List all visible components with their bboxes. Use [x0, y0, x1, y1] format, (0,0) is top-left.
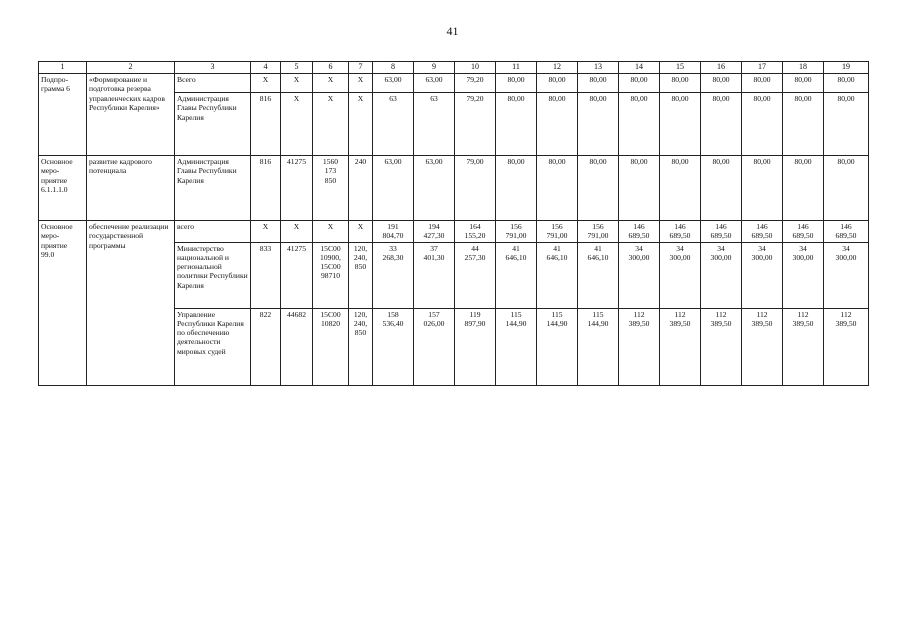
column-header: 7	[349, 62, 373, 74]
value-cell: 80,00	[496, 74, 537, 93]
value-cell: 79,00	[455, 156, 496, 221]
value-cell: 41 646,10	[578, 242, 619, 308]
program-code-cell: Подпро- грамма 6	[39, 74, 87, 156]
value-cell: 34 300,00	[783, 242, 824, 308]
value-cell: 79,20	[455, 93, 496, 156]
value-cell: 80,00	[619, 74, 660, 93]
value-cell: 115 144,90	[578, 308, 619, 385]
executor-cell: Всего	[175, 74, 251, 93]
value-cell: 79,20	[455, 74, 496, 93]
value-cell: 34 300,00	[660, 242, 701, 308]
column-header: 6	[313, 62, 349, 74]
executor-cell: Администрация Главы Республики Карелия	[175, 156, 251, 221]
code-cell: 833	[251, 242, 281, 308]
code-cell: Х	[281, 93, 313, 156]
value-cell: 146 689,50	[619, 221, 660, 243]
code-cell: Х	[313, 221, 349, 243]
code-cell: 15С00 10900, 15С00 98710	[313, 242, 349, 308]
executor-cell: Министерство национальной и региональной политики Республики Карелия	[175, 242, 251, 308]
code-cell: Х	[281, 221, 313, 243]
value-cell: 34 300,00	[701, 242, 742, 308]
program-code-cell: Основное меро- приятие 99.0	[39, 221, 87, 386]
value-cell: 146 689,50	[742, 221, 783, 243]
value-cell: 63,00	[414, 156, 455, 221]
value-cell: 156 791,00	[578, 221, 619, 243]
executor-cell: всего	[175, 221, 251, 243]
value-cell: 34 300,00	[619, 242, 660, 308]
column-header: 1	[39, 62, 87, 74]
column-header: 3	[175, 62, 251, 74]
value-cell: 146 689,50	[701, 221, 742, 243]
value-cell: 115 144,90	[537, 308, 578, 385]
column-header: 15	[660, 62, 701, 74]
column-header: 19	[824, 62, 869, 74]
value-cell: 156 791,00	[537, 221, 578, 243]
value-cell: 80,00	[660, 93, 701, 156]
code-cell: 44682	[281, 308, 313, 385]
program-name-cell: обеспечение реализации государственной программы	[87, 221, 175, 386]
value-cell: 158 536,40	[373, 308, 414, 385]
code-cell: 15С00 10820	[313, 308, 349, 385]
code-cell: Х	[251, 74, 281, 93]
value-cell: 80,00	[496, 93, 537, 156]
code-cell: 816	[251, 93, 281, 156]
value-cell: 80,00	[537, 156, 578, 221]
executor-cell: Администрация Главы Республики Карелия	[175, 93, 251, 156]
code-cell: 41275	[281, 156, 313, 221]
table-row	[39, 156, 869, 221]
value-cell: 63,00	[373, 156, 414, 221]
value-cell: 191 804,70	[373, 221, 414, 243]
table-row	[39, 221, 869, 243]
value-cell: 146 689,50	[824, 221, 869, 243]
value-cell: 80,00	[783, 156, 824, 221]
value-cell: 80,00	[783, 93, 824, 156]
value-cell: 41 646,10	[537, 242, 578, 308]
value-cell: 34 300,00	[742, 242, 783, 308]
code-cell: 1560 173 850	[313, 156, 349, 221]
column-header: 17	[742, 62, 783, 74]
code-cell: Х	[313, 93, 349, 156]
column-header: 4	[251, 62, 281, 74]
value-cell: 63,00	[373, 74, 414, 93]
column-header: 13	[578, 62, 619, 74]
value-cell: 80,00	[701, 74, 742, 93]
table-row	[39, 74, 869, 93]
column-header: 9	[414, 62, 455, 74]
value-cell: 80,00	[578, 93, 619, 156]
column-header: 11	[496, 62, 537, 74]
code-cell: Х	[349, 74, 373, 93]
code-cell: Х	[349, 221, 373, 243]
value-cell: 112 389,50	[619, 308, 660, 385]
budget-table	[38, 61, 869, 386]
value-cell: 119 897,90	[455, 308, 496, 385]
value-cell: 80,00	[496, 156, 537, 221]
code-cell: 822	[251, 308, 281, 385]
column-header: 8	[373, 62, 414, 74]
value-cell: 164 155,20	[455, 221, 496, 243]
value-cell: 80,00	[660, 156, 701, 221]
column-header: 14	[619, 62, 660, 74]
column-header: 12	[537, 62, 578, 74]
value-cell: 112 389,50	[701, 308, 742, 385]
value-cell: 80,00	[824, 74, 869, 93]
value-cell: 80,00	[824, 156, 869, 221]
value-cell: 80,00	[537, 74, 578, 93]
column-header: 5	[281, 62, 313, 74]
value-cell: 112 389,50	[660, 308, 701, 385]
program-code-cell: Основное меро- приятие 6.1.1.1.0	[39, 156, 87, 221]
value-cell: 80,00	[701, 93, 742, 156]
column-header: 10	[455, 62, 496, 74]
code-cell: Х	[251, 221, 281, 243]
value-cell: 80,00	[824, 93, 869, 156]
value-cell: 146 689,50	[783, 221, 824, 243]
value-cell: 33 268,30	[373, 242, 414, 308]
code-cell: Х	[281, 74, 313, 93]
value-cell: 80,00	[578, 74, 619, 93]
value-cell: 157 026,00	[414, 308, 455, 385]
column-header: 18	[783, 62, 824, 74]
value-cell: 194 427,30	[414, 221, 455, 243]
value-cell: 80,00	[701, 156, 742, 221]
value-cell: 80,00	[619, 93, 660, 156]
table-body	[39, 62, 869, 386]
code-cell: Х	[313, 74, 349, 93]
value-cell: 41 646,10	[496, 242, 537, 308]
page-number: 41	[446, 24, 459, 38]
value-cell: 80,00	[742, 156, 783, 221]
code-cell: Х	[349, 93, 373, 156]
value-cell: 80,00	[742, 93, 783, 156]
value-cell: 80,00	[619, 156, 660, 221]
value-cell: 63,00	[414, 74, 455, 93]
value-cell: 37 401,30	[414, 242, 455, 308]
program-name-cell: развитие кадрового потенциала	[87, 156, 175, 221]
value-cell: 80,00	[742, 74, 783, 93]
value-cell: 112 389,50	[783, 308, 824, 385]
value-cell: 80,00	[660, 74, 701, 93]
executor-cell: Управление Республики Карелия по обеспечению деятельности мировых судей	[175, 308, 251, 385]
value-cell: 115 144,90	[496, 308, 537, 385]
code-cell: 120, 240, 850	[349, 242, 373, 308]
program-name-cell: «Формирование и подготовка резерва управленческих кадров Республики Карелия»	[87, 74, 175, 156]
value-cell: 80,00	[537, 93, 578, 156]
code-cell: 240	[349, 156, 373, 221]
column-header: 2	[87, 62, 175, 74]
value-cell: 63	[414, 93, 455, 156]
value-cell: 63	[373, 93, 414, 156]
value-cell: 156 791,00	[496, 221, 537, 243]
column-numbers-row	[39, 62, 869, 74]
code-cell: 816	[251, 156, 281, 221]
value-cell: 44 257,30	[455, 242, 496, 308]
value-cell: 80,00	[578, 156, 619, 221]
value-cell: 80,00	[783, 74, 824, 93]
value-cell: 34 300,00	[824, 242, 869, 308]
column-header: 16	[701, 62, 742, 74]
value-cell: 112 389,50	[742, 308, 783, 385]
value-cell: 146 689,50	[660, 221, 701, 243]
code-cell: 41275	[281, 242, 313, 308]
code-cell: 120, 240, 850	[349, 308, 373, 385]
value-cell: 112 389,50	[824, 308, 869, 385]
